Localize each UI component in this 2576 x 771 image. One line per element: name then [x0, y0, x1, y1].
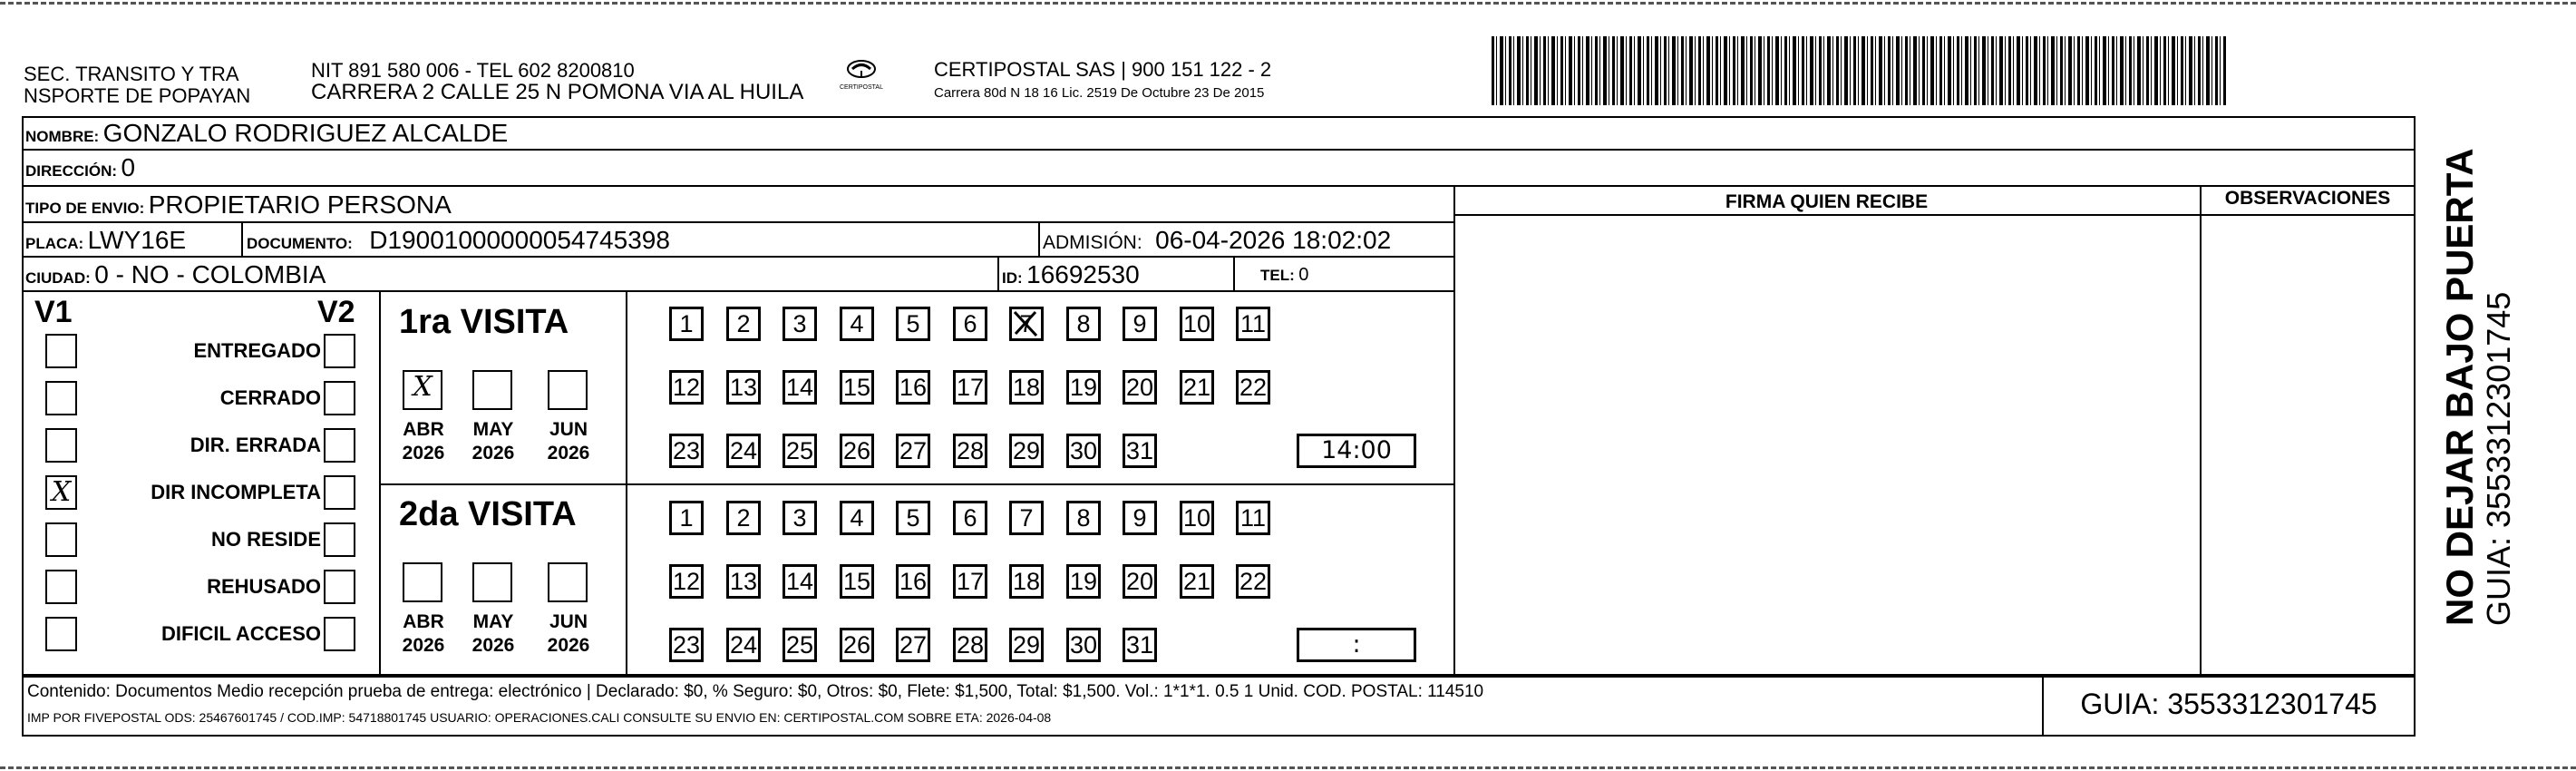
firma-left-border: [1453, 187, 1455, 676]
direccion-row: [23, 151, 2415, 187]
admision-value: 06-04-2026 18:02:02: [1155, 226, 1392, 254]
month-checkbox-abr[interactable]: X: [403, 370, 442, 410]
day-box-10[interactable]: 10: [1180, 307, 1214, 341]
reason-label: DIR. ERRADA: [190, 434, 321, 456]
day-box-26[interactable]: 26: [840, 434, 874, 468]
reason-label: REHUSADO: [207, 575, 321, 598]
reason-label: ENTREGADO: [193, 339, 321, 362]
v1-checkbox[interactable]: [45, 381, 77, 415]
observaciones-header: OBSERVACIONES: [2224, 188, 2391, 209]
month-divider: [626, 292, 627, 676]
courier-address: Carrera 80d N 18 16 Lic. 2519 De Octubre 23 De 2015: [934, 85, 1265, 101]
day-box-5[interactable]: 5: [896, 501, 930, 535]
v2-checkbox[interactable]: [324, 570, 355, 604]
day-box-31[interactable]: 31: [1123, 434, 1157, 468]
month-checkbox-jun[interactable]: [548, 370, 588, 410]
tear-line-top: [0, 2, 2576, 5]
month-checkbox-may[interactable]: [472, 370, 512, 410]
documento-divider: [1038, 223, 1040, 258]
day-box-14[interactable]: 14: [783, 370, 817, 405]
id-value: 16692530: [1026, 260, 1140, 288]
day-box-10[interactable]: 10: [1180, 501, 1214, 535]
id-divider-right: [1233, 258, 1235, 292]
v1-checkbox[interactable]: [45, 428, 77, 463]
ciudad-value: 0 - NO - COLOMBIA: [94, 260, 326, 288]
day-box-3[interactable]: 3: [783, 307, 817, 341]
nombre-value: GONZALO RODRIGUEZ ALCALDE: [102, 119, 509, 147]
day-box-6[interactable]: 6: [953, 307, 987, 341]
id-divider-left: [997, 258, 999, 292]
day-box-9[interactable]: 9: [1123, 501, 1157, 535]
v1-checkbox[interactable]: [45, 617, 77, 651]
placa-divider: [241, 223, 243, 258]
year-label: 2026: [547, 635, 590, 656]
placa-value: LWY16E: [87, 226, 187, 254]
placa-row: [23, 223, 1455, 258]
month-label: ABR: [403, 419, 444, 440]
imp-text: IMP POR FIVEPOSTAL ODS: 25467601745 / COD.IMP: 54718801745 USUARIO: OPERACIONES.CALI CONSULTE SU ENVIO EN: CERTIPOSTAL.COM SOBRE ETA: 2026-04-08: [27, 710, 1052, 725]
no-dejar-text: NO DEJAR BAJO PUERTA: [2438, 148, 2481, 626]
reason-label: DIR INCOMPLETA: [151, 481, 321, 503]
courier-line: CERTIPOSTAL SAS | 900 151 122 - 2: [934, 58, 1272, 81]
day-box-25[interactable]: 25: [783, 628, 817, 662]
year-label: 2026: [547, 443, 590, 464]
day-box-7[interactable]: 7: [1009, 307, 1044, 341]
month-label: JUN: [549, 419, 588, 440]
day-box-2[interactable]: 2: [726, 501, 761, 535]
day-box-15[interactable]: 15: [840, 370, 874, 405]
id-label: ID:: [1002, 269, 1023, 287]
first-visit-title: 1ra VISITA: [399, 303, 569, 341]
v1-checkbox[interactable]: [45, 522, 77, 557]
day-box-9[interactable]: 9: [1123, 307, 1157, 341]
day-box-21[interactable]: 21: [1180, 564, 1214, 599]
certipostal-logo: [830, 58, 893, 103]
reason-label: DIFICIL ACCESO: [160, 622, 321, 645]
month-checkbox-may[interactable]: [472, 562, 512, 602]
direccion-value: 0: [121, 153, 136, 181]
nombre-row: [23, 118, 2415, 151]
day-box-7[interactable]: 7: [1009, 501, 1044, 535]
day-box-29[interactable]: 29: [1009, 434, 1044, 468]
side-guia-text: GUIA: 3553312301745: [2480, 291, 2517, 626]
v2-checkbox[interactable]: [324, 334, 355, 368]
year-label: 2026: [402, 443, 445, 464]
v1-checkbox[interactable]: X: [45, 475, 77, 510]
v2-checkbox[interactable]: [324, 381, 355, 415]
firma-header: FIRMA QUIEN RECIBE: [1725, 191, 1929, 212]
tipo-value: PROPIETARIO PERSONA: [148, 190, 452, 219]
year-label: 2026: [471, 635, 515, 656]
day-box-23[interactable]: 23: [669, 628, 704, 662]
admision-label: ADMISIÓN:: [1043, 232, 1142, 253]
tipo-label: TIPO DE ENVIO:: [25, 200, 145, 217]
day-box-30[interactable]: 30: [1066, 628, 1101, 662]
contenido-text: Contenido: Documentos Medio recepción prueba de entrega: electrónico | Declarado: $0, % Seguro: $0, Otros: $0, Flete: $1,500, Total: $1,500. Vol.: 1*1*1. 0.5 1 Unid. COD. POSTAL: 114510: [27, 682, 1484, 701]
sender-line-2: NSPORTE DE POPAYAN: [24, 84, 251, 107]
v1-label: V1: [34, 295, 73, 329]
logo-text: CERTIPOSTAL: [840, 84, 883, 91]
time-box[interactable]: :: [1297, 628, 1416, 662]
side-text: [2439, 148, 2517, 626]
day-box-17[interactable]: 17: [953, 564, 987, 599]
month-label: MAY: [472, 611, 514, 632]
documento-value: D19001000000054745398: [369, 226, 670, 254]
day-box-4[interactable]: 4: [840, 501, 874, 535]
month-label: JUN: [549, 611, 588, 632]
v2-checkbox[interactable]: [324, 475, 355, 510]
v2-checkbox[interactable]: [324, 428, 355, 463]
day-box-1[interactable]: 1: [669, 501, 704, 535]
year-label: 2026: [471, 443, 515, 464]
day-box-18[interactable]: 18: [1009, 564, 1044, 599]
day-box-5[interactable]: 5: [896, 307, 930, 341]
day-box-19[interactable]: 19: [1066, 370, 1101, 405]
placa-label: PLACA:: [25, 235, 84, 252]
day-box-28[interactable]: 28: [953, 628, 987, 662]
day-box-4[interactable]: 4: [840, 307, 874, 341]
day-box-21[interactable]: 21: [1180, 370, 1214, 405]
sender-name: [24, 63, 250, 107]
nit-line: NIT 891 580 006 - TEL 602 8200810: [311, 59, 635, 82]
v1-checkbox[interactable]: [45, 334, 77, 368]
sender-details: [311, 60, 803, 103]
footer-bottom-line: [22, 735, 2416, 737]
direccion-label: DIRECCIÓN:: [25, 162, 118, 180]
nombre-label: NOMBRE:: [25, 128, 100, 145]
day-box-29[interactable]: 29: [1009, 628, 1044, 662]
year-label: 2026: [402, 635, 445, 656]
reason-label: NO RESIDE: [210, 528, 321, 551]
day-box-20[interactable]: 20: [1123, 564, 1157, 599]
day-box-20[interactable]: 20: [1123, 370, 1157, 405]
barcode: [1492, 36, 2226, 105]
day-box-27[interactable]: 27: [896, 434, 930, 468]
visit-separator: [379, 483, 1453, 485]
month-label: MAY: [472, 419, 514, 440]
day-box-19[interactable]: 19: [1066, 564, 1101, 599]
tear-line-bottom: [0, 766, 2576, 769]
v2-checkbox[interactable]: [324, 522, 355, 557]
day-box-25[interactable]: 25: [783, 434, 817, 468]
tel-label: TEL:: [1260, 267, 1295, 284]
guia-box-value: GUIA: 3553312301745: [2080, 688, 2377, 720]
day-box-2[interactable]: 2: [726, 307, 761, 341]
day-box-18[interactable]: 18: [1009, 370, 1044, 405]
address-line: CARRERA 2 CALLE 25 N POMONA VIA AL HUILA: [311, 80, 804, 104]
day-box-30[interactable]: 30: [1066, 434, 1101, 468]
day-box-23[interactable]: 23: [669, 434, 704, 468]
courier-info: [934, 58, 1271, 101]
day-box-14[interactable]: 14: [783, 564, 817, 599]
month-label: ABR: [403, 611, 444, 632]
day-box-24[interactable]: 24: [726, 434, 761, 468]
right-header-line: [1453, 214, 2416, 216]
day-box-16[interactable]: 16: [896, 370, 930, 405]
day-box-12[interactable]: 12: [669, 564, 704, 599]
day-box-22[interactable]: 22: [1236, 564, 1270, 599]
day-box-3[interactable]: 3: [783, 501, 817, 535]
day-box-24[interactable]: 24: [726, 628, 761, 662]
day-box-27[interactable]: 27: [896, 628, 930, 662]
v2-label: V2: [317, 295, 355, 329]
day-box-6[interactable]: 6: [953, 501, 987, 535]
second-visit-title: 2da VISITA: [399, 495, 577, 533]
ciudad-label: CIUDAD:: [25, 269, 91, 287]
month-checkbox-jun[interactable]: [548, 562, 588, 602]
day-box-1[interactable]: 1: [669, 307, 704, 341]
footer-left-line: [22, 676, 24, 737]
day-box-31[interactable]: 31: [1123, 628, 1157, 662]
documento-label: DOCUMENTO:: [247, 235, 353, 252]
observaciones-left-border: [2200, 187, 2202, 676]
reason-label: CERRADO: [219, 386, 321, 409]
time-box[interactable]: 14:00: [1297, 434, 1416, 468]
day-box-13[interactable]: 13: [726, 370, 761, 405]
day-box-22[interactable]: 22: [1236, 370, 1270, 405]
logo-icon: [843, 58, 880, 80]
day-box-16[interactable]: 16: [896, 564, 930, 599]
day-box-11[interactable]: 11: [1236, 307, 1270, 341]
guia-box: [2042, 676, 2416, 735]
day-box-11[interactable]: 11: [1236, 501, 1270, 535]
v1-checkbox[interactable]: [45, 570, 77, 604]
sender-line-1: SEC. TRANSITO Y TRA: [24, 63, 239, 85]
day-box-28[interactable]: 28: [953, 434, 987, 468]
tel-value: 0: [1298, 265, 1309, 285]
day-box-26[interactable]: 26: [840, 628, 874, 662]
day-box-8[interactable]: 8: [1066, 307, 1101, 341]
tipo-row: [23, 187, 1455, 223]
month-checkbox-abr[interactable]: [403, 562, 442, 602]
v2-checkbox[interactable]: [324, 617, 355, 651]
ciudad-row: [23, 258, 1455, 292]
day-box-8[interactable]: 8: [1066, 501, 1101, 535]
day-box-15[interactable]: 15: [840, 564, 874, 599]
day-box-17[interactable]: 17: [953, 370, 987, 405]
day-box-12[interactable]: 12: [669, 370, 704, 405]
day-box-13[interactable]: 13: [726, 564, 761, 599]
